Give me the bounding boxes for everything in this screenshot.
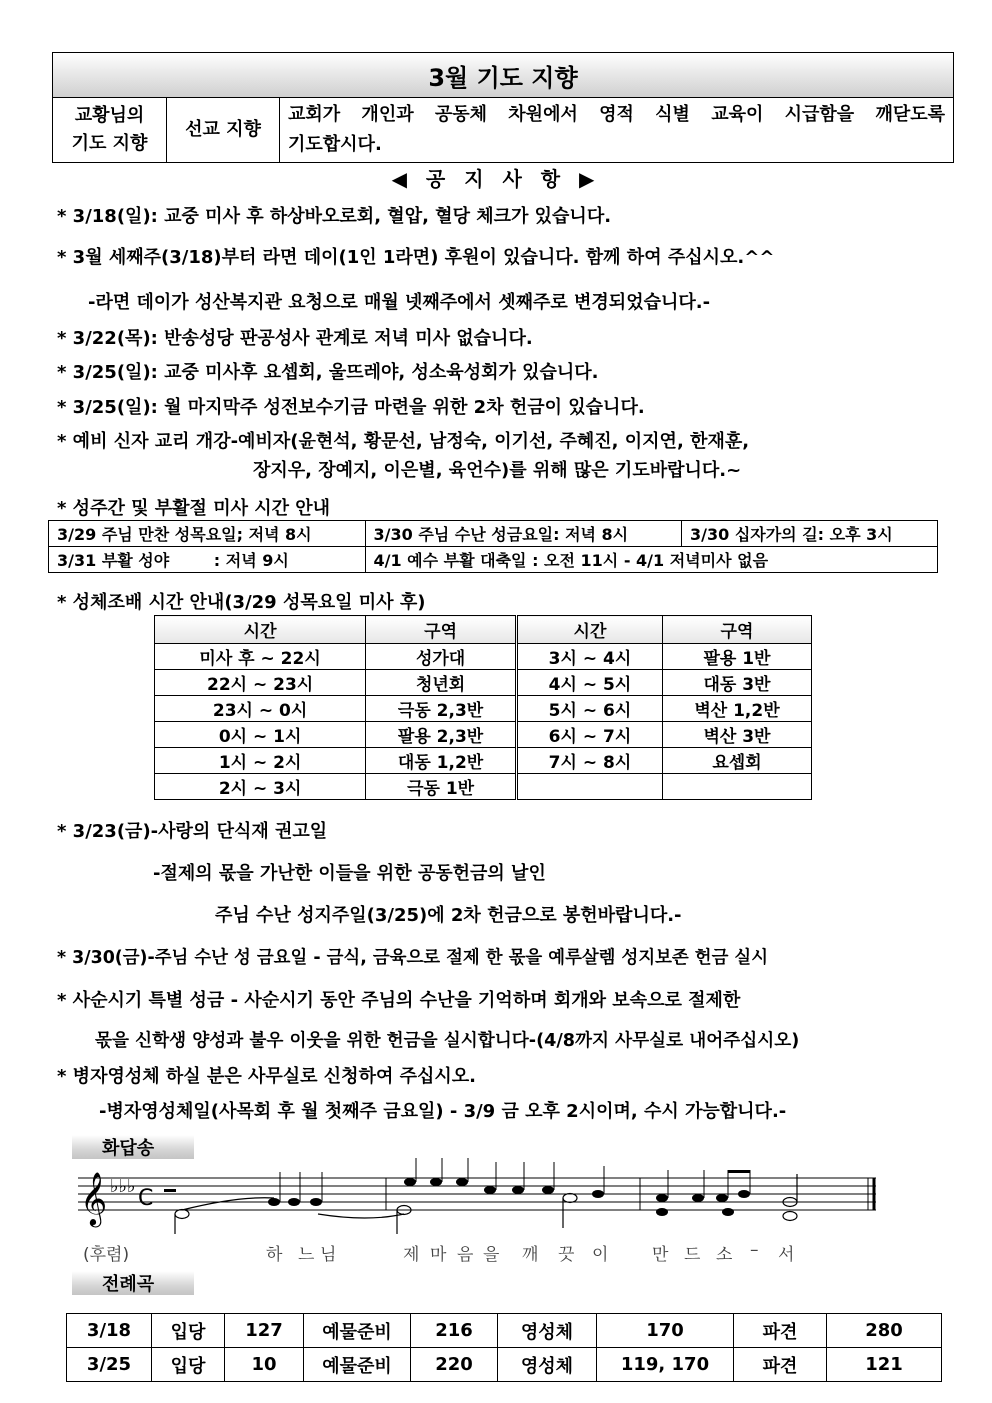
notice-subitem: 몫을 신학생 양성과 불우 이웃을 위한 헌금을 실시합니다-(4/8까지 사무실로 내어주십시오) bbox=[95, 1031, 800, 1051]
hymn-cell: 파견 bbox=[734, 1348, 827, 1382]
notes bbox=[164, 1158, 750, 1216]
table-row bbox=[67, 1314, 942, 1348]
hymn-cell: 입당 bbox=[152, 1314, 225, 1348]
music-staff bbox=[78, 1158, 878, 1238]
area-cell: 팔용 1반 bbox=[662, 644, 811, 670]
area-cell: 대동 3반 bbox=[662, 670, 811, 696]
area-cell: 팔용 2,3반 bbox=[366, 722, 517, 748]
area-cell: 극동 1반 bbox=[366, 774, 517, 800]
hymn-cell: 280 bbox=[827, 1314, 942, 1348]
hymn-cell: 영성체 bbox=[498, 1348, 597, 1382]
hymn-cell: 3/25 bbox=[67, 1348, 152, 1382]
notice-item: * 3/22(목): 반송성당 판공성사 관계로 저녁 미사 없습니다. bbox=[57, 328, 533, 349]
lyric-syllable: 서 bbox=[778, 1245, 795, 1265]
hymn-cell: 170 bbox=[597, 1314, 734, 1348]
notice-item: * 3/30(금)-주님 수난 성 금요일 - 금식, 금육으로 절제 한 몫을 예루살렘 성지보존 헌금 실시 bbox=[57, 948, 769, 968]
hymns-table bbox=[66, 1313, 942, 1382]
lyric-syllable: 제 bbox=[403, 1245, 420, 1265]
notice-item: * 3/25(일): 월 마지막주 성전보수기금 마련을 위한 2차 헌금이 있습니다. bbox=[57, 397, 645, 418]
notice-subitem: -절제의 몫을 가난한 이들을 위한 공동헌금의 날인 bbox=[153, 863, 546, 884]
table-row bbox=[155, 670, 812, 696]
refrain-label: (후렴) bbox=[83, 1245, 130, 1265]
adoration-table bbox=[154, 615, 812, 800]
mass-cell: 3/29 주님 만찬 성목요일; 저녁 8시 bbox=[49, 521, 366, 547]
hymns-label: 전례곡 bbox=[72, 1271, 194, 1295]
lyric-syllable: 하 bbox=[266, 1245, 283, 1265]
time-cell: 4시 ~ 5시 bbox=[516, 670, 662, 696]
lyric-syllable: 님 bbox=[320, 1245, 337, 1265]
notice-item: * 예비 신자 교리 개강-예비자(윤현석, 황문선, 남정숙, 이기선, 주혜진, 이지연, 한재훈, bbox=[57, 431, 750, 452]
notice-subitem: -라면 데이가 성산복지관 요청으로 매월 넷째주에서 셋째주로 변경되었습니다.- bbox=[88, 292, 711, 313]
intention-header: 교황님의 기도 지향 bbox=[53, 98, 167, 163]
lyric-syllable: 만 bbox=[652, 1245, 669, 1265]
notice-item: * 성주간 및 부활절 미사 시간 안내 bbox=[57, 498, 331, 519]
notice-subitem: 주님 수난 성지주일(3/25)에 2차 헌금으로 봉헌바랍니다.- bbox=[215, 905, 682, 926]
intention-text bbox=[280, 98, 954, 163]
time-cell: 5시 ~ 6시 bbox=[516, 696, 662, 722]
area-cell: 극동 2,3반 bbox=[366, 696, 517, 722]
intention-text-line1: 교회가 개인과 공동체 차원에서 영적 식별 교육이 시급함을 깨닫도록 bbox=[288, 104, 945, 125]
area-cell bbox=[662, 774, 811, 800]
table-row bbox=[155, 696, 812, 722]
lyric-syllable: 소 bbox=[716, 1245, 733, 1265]
mass-cell: 3/30 십자가의 길: 오후 3시 bbox=[682, 521, 938, 547]
table-row bbox=[155, 774, 812, 800]
prayer-intention-table bbox=[52, 97, 954, 163]
lyric-syllable: 마 bbox=[430, 1245, 447, 1265]
notice-header: ◀ 공 지 사 항 ▶ bbox=[391, 167, 601, 191]
area-cell: 요셉회 bbox=[662, 748, 811, 774]
notice-item: * 3/18(일): 교중 미사 후 하상바오로회, 혈압, 혈당 체크가 있습니다. bbox=[57, 206, 612, 227]
table-row bbox=[155, 644, 812, 670]
col-header-area: 구역 bbox=[662, 616, 811, 644]
hymn-cell: 216 bbox=[411, 1314, 498, 1348]
table-row bbox=[155, 748, 812, 774]
hymn-cell: 127 bbox=[225, 1314, 304, 1348]
lyric-syllable: 깨 bbox=[522, 1245, 539, 1265]
col-header-time: 시간 bbox=[516, 616, 662, 644]
hymn-cell: 3/18 bbox=[67, 1314, 152, 1348]
area-cell: 성가대 bbox=[366, 644, 517, 670]
page-title bbox=[52, 52, 954, 98]
hymn-cell: 121 bbox=[827, 1348, 942, 1382]
mass-schedule-table bbox=[48, 520, 938, 573]
hymn-cell: 220 bbox=[411, 1348, 498, 1382]
intention-category: 선교 지향 bbox=[167, 98, 280, 163]
time-cell bbox=[516, 774, 662, 800]
treble-clef-icon: 𝄞 bbox=[80, 1171, 108, 1225]
mass-cell: 3/30 주님 수난 성금요일: 저녁 8시 bbox=[365, 521, 682, 547]
time-cell: 22시 ~ 23시 bbox=[155, 670, 366, 696]
time-cell: 23시 ~ 0시 bbox=[155, 696, 366, 722]
area-cell: 벽산 3반 bbox=[662, 722, 811, 748]
lyric-syllable: 음 bbox=[457, 1245, 474, 1265]
lyric-syllable: 이 bbox=[592, 1245, 609, 1265]
hymn-cell: 예물준비 bbox=[304, 1348, 411, 1382]
notice-item: * 사순시기 특별 성금 - 사순시기 동안 주님의 수난을 기억하며 회개와 보속으로 절제한 bbox=[57, 990, 741, 1011]
time-cell: 3시 ~ 4시 bbox=[516, 644, 662, 670]
hymn-cell: 10 bbox=[225, 1348, 304, 1382]
time-cell: 6시 ~ 7시 bbox=[516, 722, 662, 748]
time-cell: 2시 ~ 3시 bbox=[155, 774, 366, 800]
mass-cell: 3/31 부활 성야 : 저녁 9시 bbox=[49, 547, 366, 573]
col-header-area: 구역 bbox=[366, 616, 517, 644]
mass-cell: 4/1 예수 부활 대축일 : 오전 11시 - 4/1 저녁미사 없음 bbox=[365, 547, 938, 573]
notice-item: * 성체조배 시간 안내(3/29 성목요일 미사 후) bbox=[57, 592, 426, 613]
intention-text-line2: 기도합시다. bbox=[288, 134, 382, 155]
hymn-cell: 예물준비 bbox=[304, 1314, 411, 1348]
notice-item: * 3/25(일): 교중 미사후 요셉회, 울뜨레야, 성소육성회가 있습니다. bbox=[57, 362, 599, 383]
lyric-syllable: 끗 bbox=[558, 1245, 575, 1265]
area-cell: 청년회 bbox=[366, 670, 517, 696]
time-cell: 0시 ~ 1시 bbox=[155, 722, 366, 748]
hymn-cell: 파견 bbox=[734, 1314, 827, 1348]
notice-subitem: 장지우, 장예지, 이은별, 육언수)를 위해 많은 기도바랍니다.~ bbox=[253, 460, 742, 481]
common-time-icon: C bbox=[138, 1186, 154, 1211]
table-row bbox=[155, 722, 812, 748]
notice-subitem: -병자영성체일(사목회 후 월 첫째주 금요일) - 3/9 금 오후 2시이며, 수시 가능합니다.- bbox=[99, 1101, 787, 1122]
hymn-cell: 영성체 bbox=[498, 1314, 597, 1348]
time-cell: 1시 ~ 2시 bbox=[155, 748, 366, 774]
hymn-cell: 입당 bbox=[152, 1348, 225, 1382]
lyric-syllable: 느 bbox=[298, 1245, 315, 1265]
page-title-text: 3월 기도 지향 bbox=[428, 63, 578, 92]
flat-icon: ♭♭♭ bbox=[110, 1176, 136, 1197]
notice-item: * 3/23(금)-사랑의 단식재 권고일 bbox=[57, 821, 328, 842]
hymn-cell: 119, 170 bbox=[597, 1348, 734, 1382]
lyric-syllable: 드 bbox=[684, 1245, 701, 1265]
area-cell: 벽산 1,2반 bbox=[662, 696, 811, 722]
notice-item: * 병자영성체 하실 분은 사무실로 신청하여 주십시오. bbox=[57, 1066, 476, 1087]
time-cell: 미사 후 ~ 22시 bbox=[155, 644, 366, 670]
area-cell: 대동 1,2반 bbox=[366, 748, 517, 774]
notice-item: * 3월 세째주(3/18)부터 라면 데이(1인 1라면) 후원이 있습니다. 함께 하여 주십시오.^^ bbox=[57, 247, 775, 268]
lyric-syllable: 을 bbox=[483, 1245, 500, 1265]
table-row bbox=[67, 1348, 942, 1382]
col-header-time: 시간 bbox=[155, 616, 366, 644]
lyric-syllable: – bbox=[750, 1240, 759, 1260]
psalm-label: 화답송 bbox=[72, 1135, 194, 1159]
time-cell: 7시 ~ 8시 bbox=[516, 748, 662, 774]
